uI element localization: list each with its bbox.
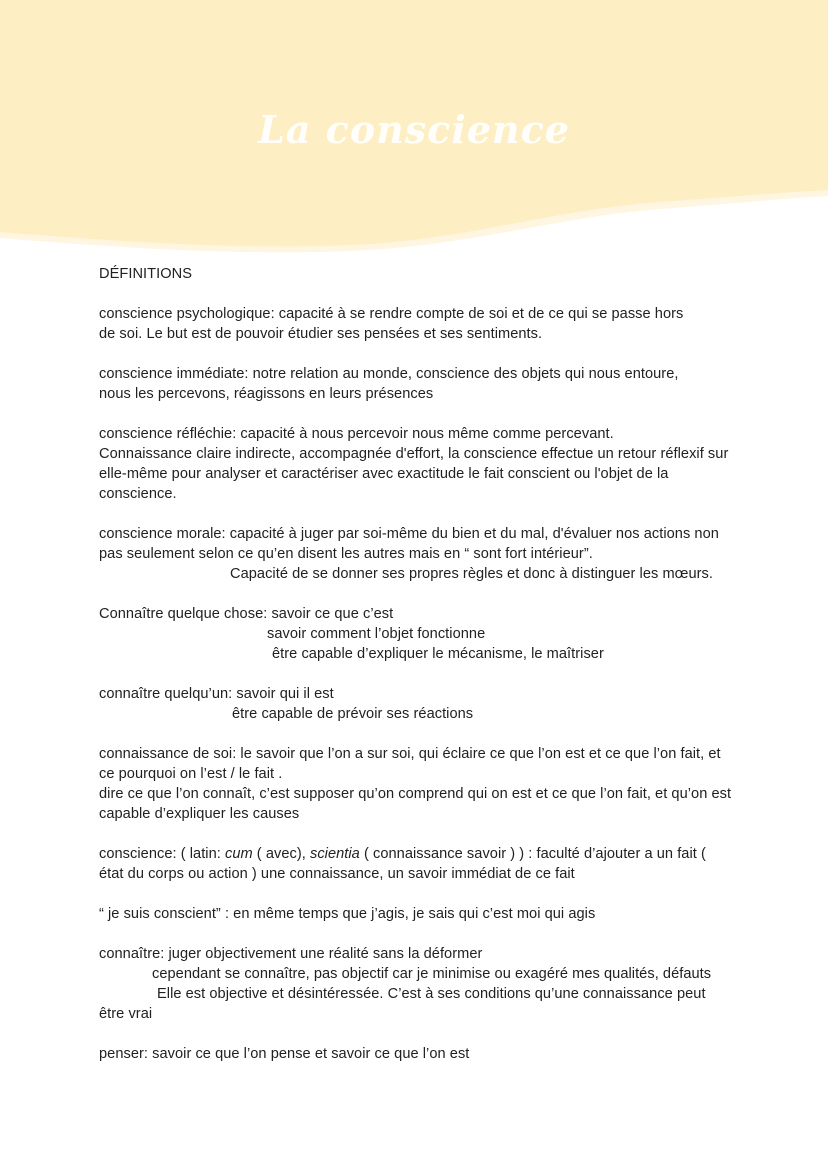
- doc-line: dire ce que l’on connaît, c’est supposer qu’on comprend qui on est et ce que l’on fait, et qu’on est: [99, 786, 732, 802]
- doc-line: capable d’expliquer les causes: [99, 806, 300, 822]
- doc-line: ce pourquoi on l’est / le fait .: [99, 766, 283, 782]
- doc-line: connaissance de soi: le savoir que l’on a sur soi, qui éclaire ce que l’on est et ce que l’on fait, et: [99, 746, 721, 762]
- paragraph: [99, 844, 731, 884]
- doc-line: conscience immédiate: notre relation au monde, conscience des objets qui nous entoure,: [99, 366, 679, 382]
- doc-line: Capacité de se donner ses propres règles et donc à distinguer les mœurs.: [230, 566, 714, 582]
- paragraph: [99, 944, 731, 1024]
- paragraph: [99, 904, 731, 924]
- doc-line: penser: savoir ce que l’on pense et savoir ce que l’on est: [99, 1046, 470, 1062]
- paragraph: [99, 684, 731, 724]
- paragraph: [99, 304, 731, 344]
- doc-line: conscience morale: capacité à juger par soi-même du bien et du mal, d'évaluer nos actions non: [99, 526, 719, 542]
- doc-line: pas seulement selon ce qu’en disent les autres mais en “ sont fort intérieur”.: [99, 546, 593, 562]
- paragraph: [99, 524, 731, 584]
- doc-line: être capable de prévoir ses réactions: [232, 706, 474, 722]
- doc-line: cependant se connaître, pas objectif car je minimise ou exagéré mes qualités, défauts: [152, 966, 712, 982]
- doc-line: Elle est objective et désintéressée. C’est à ses conditions qu’une connaissance peut: [157, 986, 706, 1002]
- doc-line: “ je suis conscient” : en même temps que j’agis, je sais qui c’est moi qui agis: [99, 906, 596, 922]
- doc-line: conscience.: [99, 486, 177, 502]
- paragraph: [99, 744, 731, 824]
- paragraph: [99, 604, 731, 664]
- paragraph: [99, 1044, 731, 1064]
- doc-line: Connaître quelque chose: savoir ce que c’est: [99, 606, 394, 622]
- doc-line: état du corps ou action ) une connaissance, un savoir immédiat de ce fait: [99, 866, 575, 882]
- doc-line: savoir comment l’objet fonctionne: [267, 626, 486, 642]
- doc-line: conscience: ( latin: cum ( avec), scientia ( connaissance savoir ) ) : faculté d’ajouter a un fait (: [99, 846, 706, 862]
- document-content: [0, 264, 828, 1084]
- doc-line: conscience psychologique: capacité à se rendre compte de soi et de ce qui se passe hors: [99, 306, 684, 322]
- page-title: La conscience: [258, 107, 570, 152]
- doc-line: être capable d’expliquer le mécanisme, le maîtriser: [272, 646, 604, 662]
- paragraph: [99, 424, 731, 504]
- doc-line: Connaissance claire indirecte, accompagnée d'effort, la conscience effectue un retour réflexif sur: [99, 446, 729, 462]
- page-header: [0, 0, 828, 260]
- paragraph: [99, 364, 731, 404]
- section-heading: DÉFINITIONS: [99, 266, 192, 282]
- doc-line: de soi. Le but est de pouvoir étudier ses pensées et ses sentiments.: [99, 326, 543, 342]
- doc-line: conscience réfléchie: capacité à nous percevoir nous même comme percevant.: [99, 426, 614, 442]
- doc-line: être vrai: [99, 1006, 153, 1022]
- document-body: [99, 304, 731, 1064]
- doc-line: connaître quelqu’un: savoir qui il est: [99, 686, 334, 702]
- doc-line: elle-même pour analyser et caractériser avec exactitude le fait conscient ou l'objet de la: [99, 466, 669, 482]
- doc-line: connaître: juger objectivement une réalité sans la déformer: [99, 946, 483, 962]
- doc-line: nous les percevons, réagissons en leurs présences: [99, 386, 434, 402]
